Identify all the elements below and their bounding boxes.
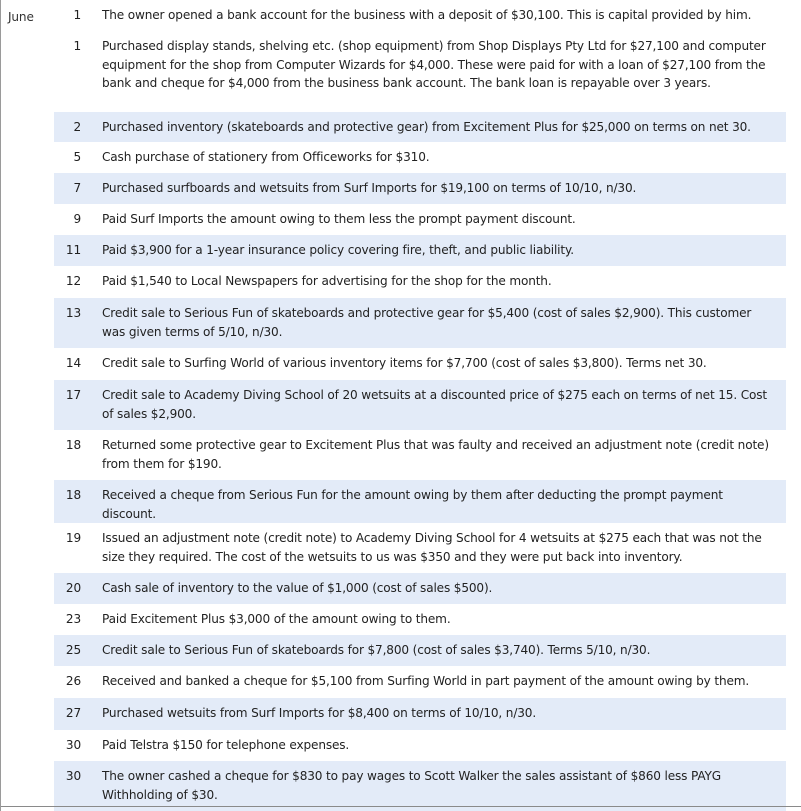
row-description: Credit sale to Surfing World of various inventory items for $7,700 (cost of sales $3,800). Terms net 30. [91, 348, 786, 380]
row-day: 11 [54, 235, 91, 266]
table-row [1, 111, 786, 142]
table-row [1, 204, 786, 235]
row-description: Credit sale to Serious Fun of skateboards and protective gear for $5,400 (cost of sales $2,900). This customer was given terms of 5/10, n/30. [91, 298, 786, 348]
row-day: 9 [54, 204, 91, 235]
table-row [1, 348, 786, 380]
table-row [1, 480, 786, 523]
row-description: The owner opened a bank account for the business with a deposit of $30,100. This is capital provided by him. [91, 0, 786, 31]
row-description: Cash sale of inventory to the value of $1,000 (cost of sales $500). [91, 573, 786, 604]
row-description: Purchased inventory (skateboards and protective gear) from Excitement Plus for $25,000 on terms on net 30. [91, 111, 786, 142]
month-label: June [1, 0, 54, 811]
row-day: 5 [54, 142, 91, 173]
table-row [1, 666, 786, 698]
row-description: Purchased wetsuits from Surf Imports for $8,400 on terms of 10/10, n/30. [91, 698, 786, 730]
row-day: 17 [54, 380, 91, 430]
row-day: 2 [54, 111, 91, 142]
table-row [1, 142, 786, 173]
table-row [1, 298, 786, 348]
row-day: 30 [54, 761, 91, 811]
row-day: 18 [54, 480, 91, 523]
row-description: Paid Excitement Plus $3,000 of the amount owing to them. [91, 604, 786, 635]
row-day: 25 [54, 635, 91, 666]
table-row [1, 430, 786, 480]
row-day: 12 [54, 266, 91, 298]
row-description: Credit sale to Serious Fun of skateboards for $7,800 (cost of sales $3,740). Terms 5/10, n/30. [91, 635, 786, 666]
table-row [1, 730, 786, 761]
table-row [1, 761, 786, 811]
row-day: 14 [54, 348, 91, 380]
row-day: 18 [54, 430, 91, 480]
row-description: Purchased surfboards and wetsuits from Surf Imports for $19,100 on terms of 10/10, n/30. [91, 173, 786, 204]
row-day: 30 [54, 730, 91, 761]
row-description: Received a cheque from Serious Fun for the amount owing by them after deducting the prompt payment discount. [91, 480, 786, 523]
row-day: 7 [54, 173, 91, 204]
transactions-table [1, 0, 786, 811]
row-description: Paid $1,540 to Local Newspapers for advertising for the shop for the month. [91, 266, 786, 298]
row-description: Returned some protective gear to Excitement Plus that was faulty and received an adjustment note (credit note) from them for $190. [91, 430, 786, 480]
row-day: 1 [54, 0, 91, 31]
table-row [1, 523, 786, 573]
table-row [1, 604, 786, 635]
table-row [1, 0, 786, 31]
row-day: 20 [54, 573, 91, 604]
row-description: Paid $3,900 for a 1-year insurance policy covering fire, theft, and public liability. [91, 235, 786, 266]
table-row [1, 266, 786, 298]
row-day: 27 [54, 698, 91, 730]
row-day: 1 [54, 31, 91, 111]
row-description: Issued an adjustment note (credit note) to Academy Diving School for 4 wetsuits at $275 each that was not the size they required. The cost of the wetsuits to us was $350 and they were put back into inventory. [91, 523, 786, 573]
bottom-divider [1, 806, 801, 807]
row-description: Credit sale to Academy Diving School of 20 wetsuits at a discounted price of $275 each on terms of net 15. Cost of sales $2,900. [91, 380, 786, 430]
table-row [1, 31, 786, 111]
table-row [1, 173, 786, 204]
row-description: The owner cashed a cheque for $830 to pay wages to Scott Walker the sales assistant of $860 less PAYG Withholding of $30. [91, 761, 786, 811]
table-row [1, 698, 786, 730]
table-row [1, 573, 786, 604]
row-description: Paid Telstra $150 for telephone expenses. [91, 730, 786, 761]
row-description: Paid Surf Imports the amount owing to them less the prompt payment discount. [91, 204, 786, 235]
table-row [1, 235, 786, 266]
row-day: 19 [54, 523, 91, 573]
table-row [1, 635, 786, 666]
table-row [1, 380, 786, 430]
row-description: Cash purchase of stationery from Officeworks for $310. [91, 142, 786, 173]
row-day: 26 [54, 666, 91, 698]
row-description: Received and banked a cheque for $5,100 from Surfing World in part payment of the amount owing by them. [91, 666, 786, 698]
row-day: 23 [54, 604, 91, 635]
row-description: Purchased display stands, shelving etc. (shop equipment) from Shop Displays Pty Ltd for $27,100 and computer equipment for the shop from Computer Wizards for $4,000. These were paid for with a loan of $27,100 from the bank and cheque for $4,000 from the business bank account. The bank loan is repayable over 3 years. [91, 31, 786, 111]
row-day: 13 [54, 298, 91, 348]
